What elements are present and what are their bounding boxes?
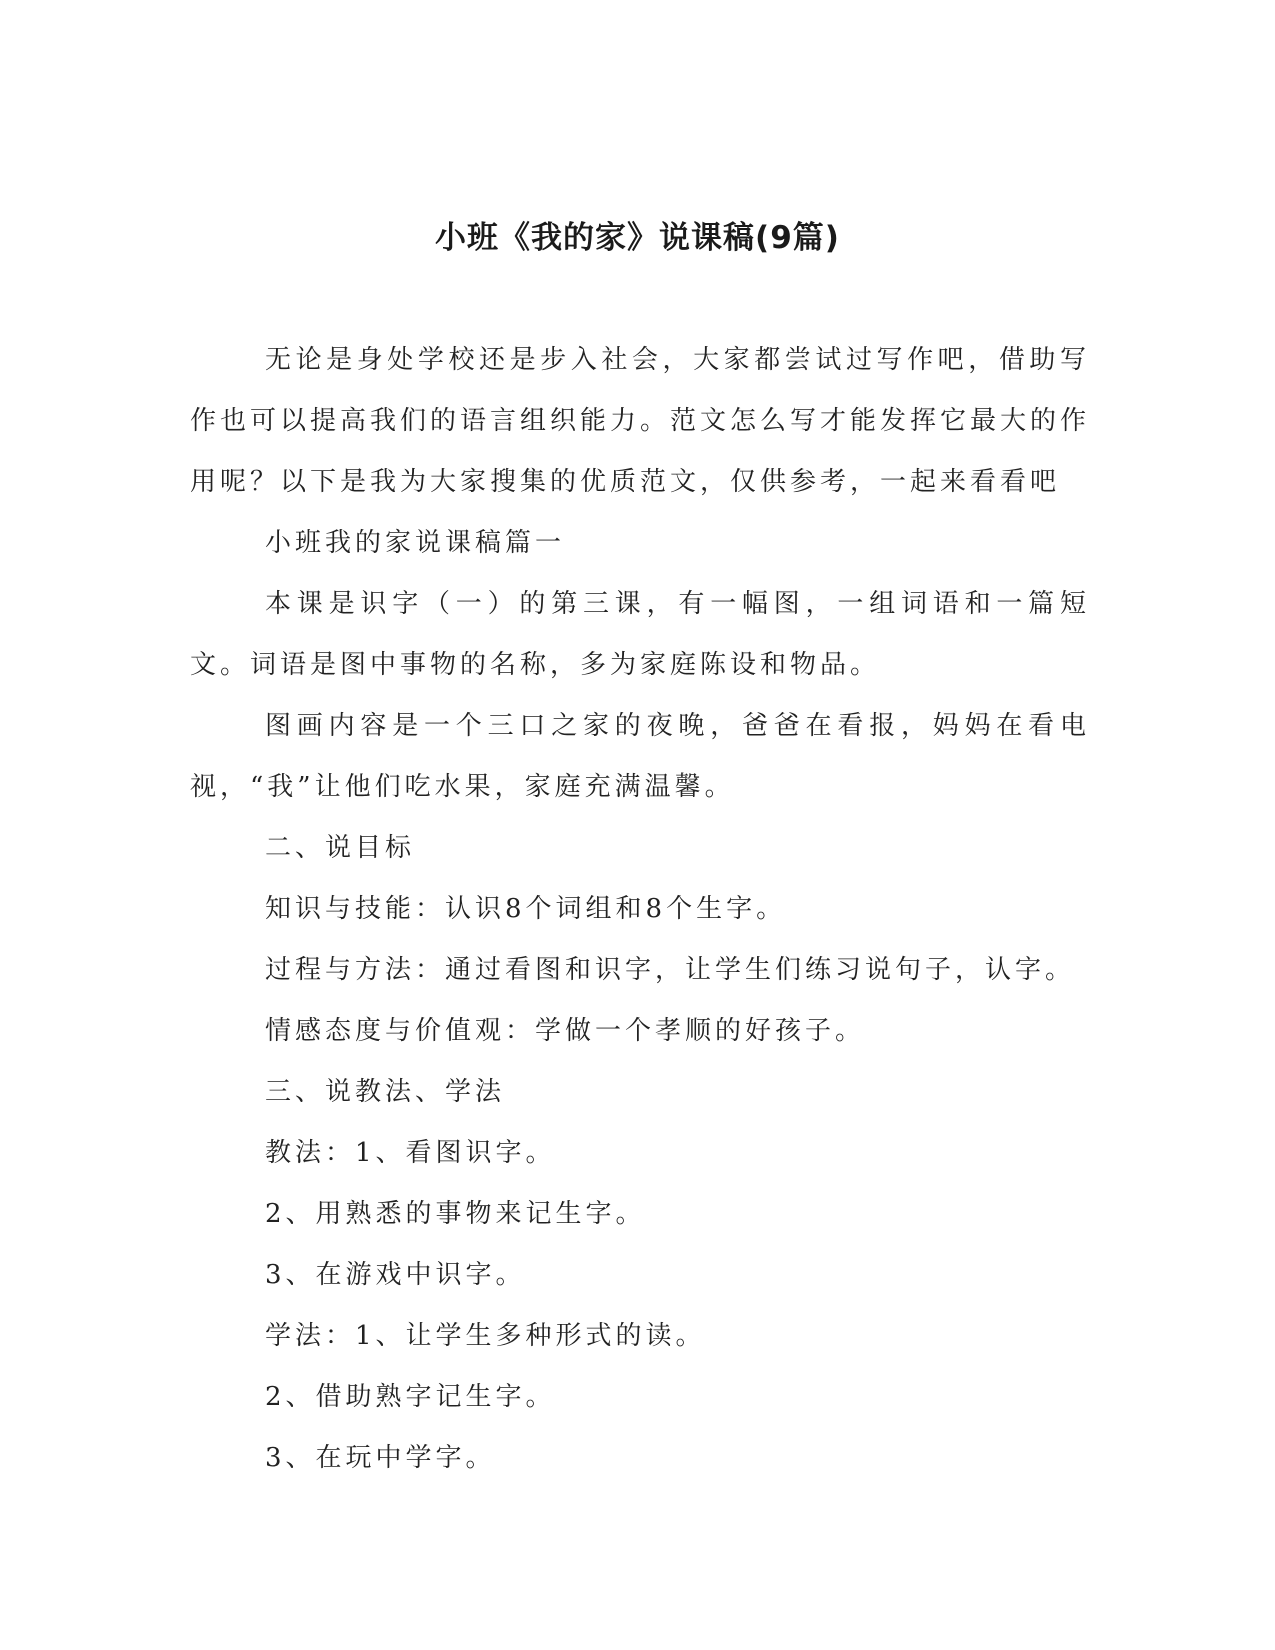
goal-item: 过程与方法：通过看图和识字，让学生们练习说句子，认字。	[265, 955, 1076, 985]
document-body	[190, 330, 1090, 1489]
picture-description-paragraph: 图画内容是一个三口之家的夜晚，爸爸在看报，妈妈在看电视，“我”让他们吃水果，家庭充满温馨。	[190, 711, 1090, 802]
method-item: 教法：1、看图识字。	[265, 1138, 556, 1168]
section-heading: 三、说教法、学法	[265, 1077, 506, 1107]
method-item: 2、借助熟字记生字。	[265, 1382, 556, 1412]
goal-item: 知识与技能：认识8个词组和8个生字。	[265, 894, 787, 924]
method-item: 学法：1、让学生多种形式的读。	[265, 1321, 706, 1351]
document-title: 小班《我的家》说课稿(9篇)	[435, 220, 840, 256]
method-item: 3、在游戏中识字。	[265, 1260, 526, 1290]
method-item: 3、在玩中学字。	[265, 1443, 496, 1473]
section-heading: 二、说目标	[265, 833, 416, 863]
section-heading: 小班我的家说课稿篇一	[265, 528, 566, 558]
lesson-description-paragraph: 本课是识字（一）的第三课，有一幅图，一组词语和一篇短文。词语是图中事物的名称，多为家庭陈设和物品。	[190, 589, 1090, 680]
goal-item: 情感态度与价值观：学做一个孝顺的好孩子。	[265, 1016, 866, 1046]
method-item: 2、用熟悉的事物来记生字。	[265, 1199, 646, 1229]
intro-paragraph: 无论是身处学校还是步入社会，大家都尝试过写作吧，借助写作也可以提高我们的语言组织能力。范文怎么写才能发挥它最大的作用呢？以下是我为大家搜集的优质范文，仅供参考，一起来看看吧	[190, 345, 1091, 497]
